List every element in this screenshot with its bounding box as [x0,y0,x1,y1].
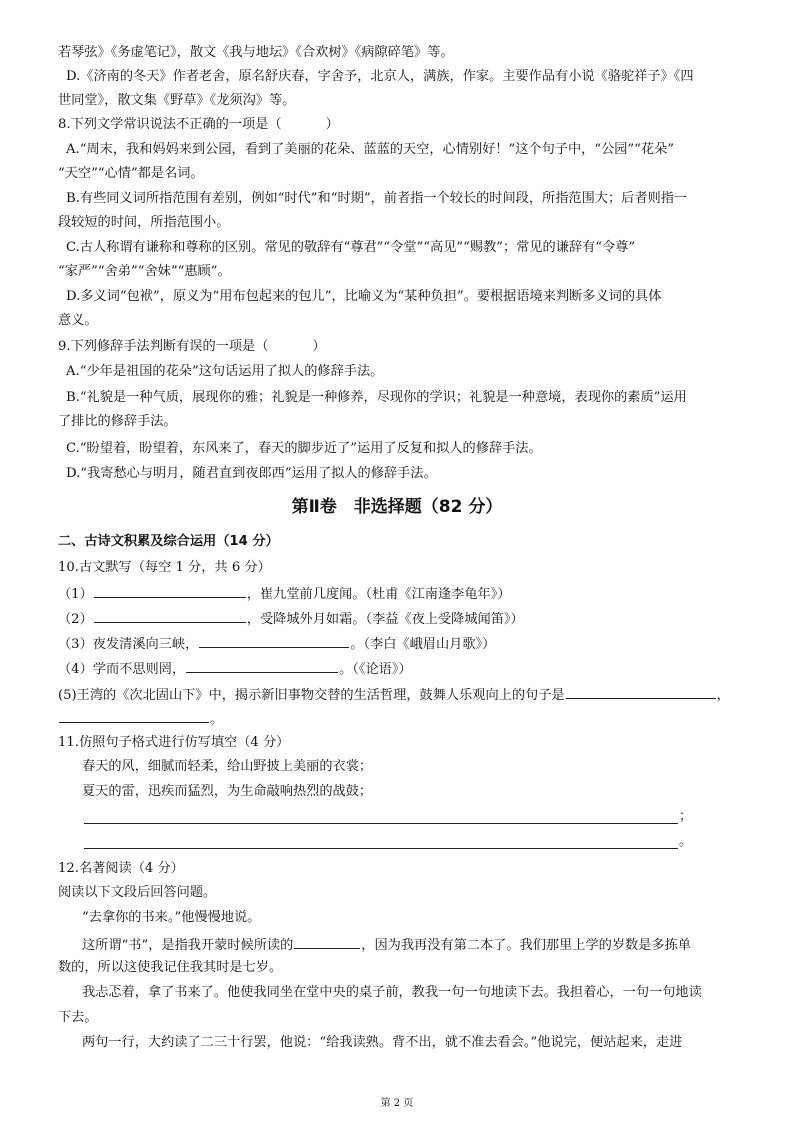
answer-line-2-end: 。 [679,834,693,849]
answer-line-1-end: ； [679,809,693,824]
q10-item-5 [58,684,746,705]
fill-blank[interactable] [59,708,209,723]
fill-blank[interactable] [94,608,246,623]
q10-item-2-number: （2） [58,612,93,627]
q12-passage-line-4: 我忐忑着，拿了书来了。他使我同坐在堂中央的桌子前，教我一句一句地读下去。我担着心，一句一句地读 [82,985,702,1000]
q10-item-4-text-a: （4）学而不思则罔， [58,662,186,677]
fill-blank[interactable] [94,583,246,598]
q8-option-c-line-1: C.古人称谓有谦称和尊称的区别。常见的敬辞有“尊君”“令堂”“高见”“赐教”；常见的谦辞有“令尊” [66,240,636,255]
q10-item-5-line-2 [58,708,744,729]
q12-passage-line-6: 两句一行，大约读了二三十行罢，他说：“给我读熟。背不出，就不准去看会。”他说完，便站起来，走进 [82,1035,683,1050]
fill-blank[interactable] [199,633,349,648]
q8-option-d-line-1: D.多义词“包袱”，原义为“用布包起来的包儿”，比喻义为“某种负担”。要根据语境来判断多义词的具体 [66,289,662,304]
answer-line-2[interactable] [84,848,678,849]
q9-option-b-line-1: B.“礼貌是一种气质，展现你的雅；礼貌是一种修养，尽现你的学识；礼貌是一种意境，表现你的素质”运用 [66,390,687,405]
answer-line-1[interactable] [84,823,678,824]
q10-item-3 [58,633,744,654]
q10-item-5-end: 。 [210,712,224,727]
q10-item-1 [58,583,744,604]
question-9-stem [58,338,744,356]
q9-option-a: A.“少年是祖国的花朵”这句话运用了拟人的修辞手法。 [66,364,384,379]
q8-option-d-line-2: 意义。 [58,313,98,328]
question-8-text: 8.下列文学常识说法不正确的一项是（ [58,117,282,132]
q10-item-3-text-a: （3）夜发清溪向三峡， [58,637,199,652]
q10-item-4-text-b: 。（《论语》） [339,662,412,677]
q8-option-c-line-2: “家严”“舍弟”“舍妹”“惠顾”。 [58,264,231,279]
q10-item-5-text: (5)王湾的《次北固山下》中，揭示新旧事物交替的生活哲理，鼓舞人乐观向上的句子是 [58,688,565,703]
page-number: 第 2 页 [380,1098,414,1109]
q8-option-a-line-2: “天空”“心情”都是名词。 [58,166,204,181]
question-9-paren-close: ） [312,339,326,354]
q10-item-2-text: ，受降城外月如霜。（李益《夜上受降城闻笛》） [246,612,524,627]
fill-blank[interactable] [566,684,716,699]
q9-option-c: C.“盼望着，盼望着，东风来了，春天的脚步近了”运用了反复和拟人的修辞手法。 [66,441,542,456]
q9-option-d: D.“我寄愁心与明月，随君直到夜郎西”运用了拟人的修辞手法。 [66,466,437,481]
q10-item-3-text-b: 。（李白《峨眉山月歌》） [350,637,496,652]
question-12-stem: 12.名著阅读（4 分） [58,861,184,876]
q12-passage-line-1: “去拿你的书来。”他慢慢地说。 [82,910,261,925]
question-9-text: 9.下列修辞手法判断有误的一项是（ [58,339,269,354]
question-8-paren-close: ） [325,117,339,132]
section-title: 第Ⅱ卷 非选择题（82 分） [291,497,503,517]
question-11-stem: 11.仿照句子格式进行仿写填空（4 分） [58,735,290,750]
q10-item-1-text: ，崔九堂前几度闻。（杜甫《江南逢李龟年》） [246,587,511,602]
option-d-line-1: D.《济南的冬天》作者老舍，原名舒庆春，字舍予，北京人，满族，作家。主要作品有小说《骆驼祥子》《四 [66,69,694,84]
q12-passage-line-2 [82,934,744,955]
q12-passage-line-3: 数的，所以这使我记住我其时是七岁。 [58,960,283,975]
q8-option-b-line-1: B.有些同义词所指范围有差别，例如“时代”和“时期”，前者指一个较长的时间段，所指范围大；后者则指一 [66,191,688,206]
q8-option-b-line-2: 段较短的时间，所指范围小。 [58,215,230,230]
q10-item-1-number: （1） [58,587,93,602]
q10-item-5-comma: ， [716,688,730,703]
q12-passage-text-a: 这所谓“书”，是指我开蒙时候所读的 [82,938,294,953]
part-2-heading: 二、古诗文积累及综合运用（14 分） [58,534,279,549]
q10-item-2 [58,608,744,629]
question-10-stem: 10.古文默写（每空 1 分，共 6 分） [58,560,271,575]
option-c-continuation: 若琴弦》《务虚笔记》，散文《我与地坛》《合欢树》《病隙碎笔》等。 [58,45,454,60]
q12-instruction: 阅读以下文段后回答问题。 [58,885,217,900]
question-8-stem [58,116,744,134]
q12-passage-line-5: 下去。 [58,1010,98,1025]
q9-option-b-line-2: 了排比的修辞手法。 [58,414,177,429]
q8-option-a-line-1: A.“周末，我和妈妈来到公园，看到了美丽的花朵、蓝蓝的天空，心情别好！”这个句子中，“公园”“花朵” [66,142,675,157]
q11-sample-sentence-2: 夏天的雷，迅疾而猛烈，为生命敲响热烈的战鼓； [82,784,373,799]
q11-sample-sentence-1: 春天的风，细腻而轻柔，给山野披上美丽的衣裳； [82,759,373,774]
fill-blank[interactable] [186,658,338,673]
q10-item-4 [58,658,744,679]
fill-blank[interactable] [294,934,360,949]
q12-passage-text-b: ，因为我再没有第二本了。我们那里上学的岁数是多拣单 [361,938,691,953]
option-d-line-2: 世同堂》，散文集《野草》《龙须沟》等。 [58,93,296,108]
